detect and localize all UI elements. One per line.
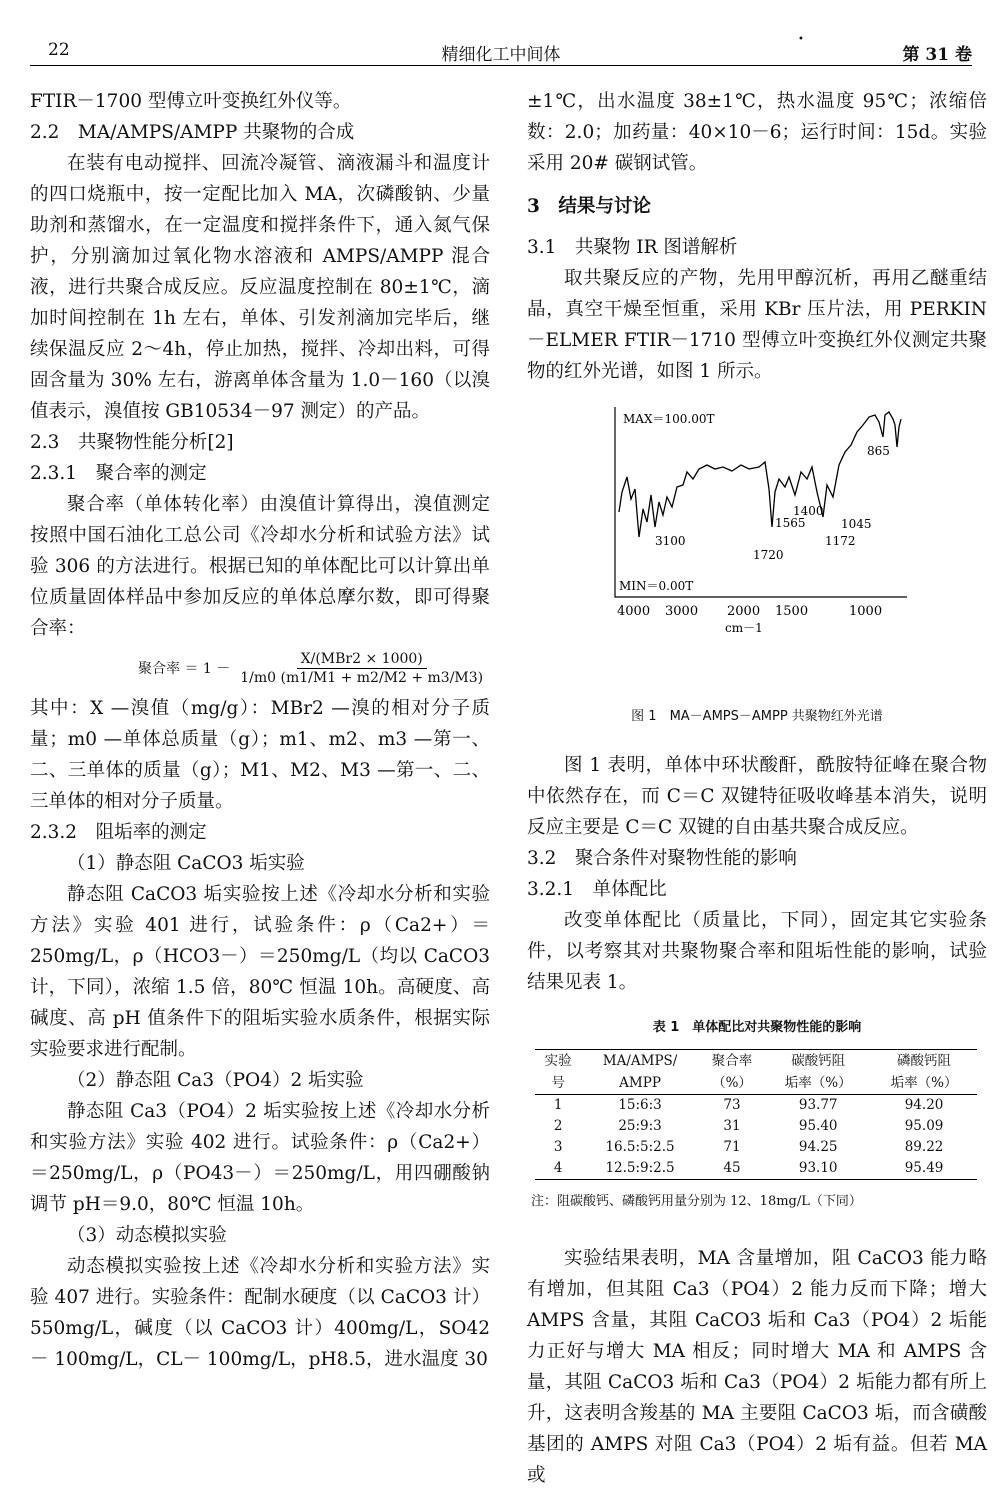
x-axis-unit: cm－1	[725, 621, 763, 635]
peak-label: 1720	[753, 548, 784, 562]
page-number: 22	[48, 40, 70, 60]
table-cell: 3	[553, 1139, 563, 1155]
table-cell: 16.5:5:2.5	[605, 1139, 675, 1155]
equation-denominator: 1/m0 (m1/M1 + m2/M2 + m3/M3)	[240, 670, 484, 686]
paragraph: （1）静态阻 CaCO3 垢实验	[67, 853, 305, 874]
table-header-cell: 垢率（%）	[784, 1075, 852, 1091]
x-tick-label: 1000	[849, 604, 883, 619]
table-cell: 95.49	[904, 1160, 944, 1176]
table-cell: 94.20	[904, 1097, 944, 1113]
paragraph: 在装有电动搅拌、回流冷凝管、滴液漏斗和温度计的四口烧瓶中，按一定配比加入 MA，次磷酸钠、少量助剂和蒸馏水，在一定温度和搅拌条件下，通入氮气保护，分别滴加过氧化物水溶液和 AMPS/AMPP 混合液，进行共聚合成反应。反应温度控制在 80±1℃，滴加时间控制在 1h 左右，单体、引发剂滴加完毕后，继续保温反应 2～4h，停止加热，搅拌、冷却出料，可得固含量为 30% 左右，游离单体含量为 1.0－160（以溴值表示，溴值按 GB10534－97 测定）的产品。	[30, 153, 490, 422]
section-heading: 3.1 共聚物 IR 图谱解析	[527, 237, 738, 258]
table-header-row	[535, 1050, 977, 1073]
figure-caption: 图 1 MA－AMPS－AMPP 共聚物红外光谱	[631, 709, 883, 724]
table-cell: 4	[553, 1160, 563, 1176]
equation	[138, 650, 490, 687]
table-cell: 94.25	[798, 1139, 838, 1155]
section-heading: 2.2 MA/AMPS/AMPP 共聚物的合成	[30, 122, 355, 143]
table-note: 注：阻碳酸钙、磷酸钙用量分别为 12、18mg/L（下同）	[531, 1194, 862, 1209]
paragraph: 图 1 表明，单体中环状酸酐，酰胺特征峰在聚合物中依然存在，而 C＝C 双键特征吸收峰基本消失，说明反应主要是 C＝C 双键的自由基共聚合成反应。	[527, 755, 987, 838]
table-cell: 71	[723, 1139, 741, 1155]
journal-title: 精细化工中间体	[441, 45, 561, 65]
table-cell: 25:9:3	[618, 1118, 662, 1134]
peak-label: 1400	[793, 504, 824, 518]
table-cell: 2	[553, 1118, 563, 1134]
table-row	[535, 1158, 977, 1180]
x-tick-label: 3000	[665, 604, 699, 619]
table-cell: 31	[723, 1118, 741, 1134]
table-header-cell: 碳酸钙阻	[791, 1053, 846, 1069]
right-column	[527, 86, 987, 1491]
paragraph: ±1℃，出水温度 38±1℃，热水温度 95℃；浓缩倍数：2.0；加药量：40×10－6；运行时间：15d。实验采用 20# 碳钢试管。	[527, 91, 987, 174]
paragraph: 实验结果表明，MA 含量增加，阻 CaCO3 能力略有增加，但其阻 Ca3（PO4）2 能力反而下降；增大 AMPS 含量，其阻 CaCO3 垢和 Ca3（PO4）2 垢能力正好与增大 MA 相反；同时增大 MA 和 AMPS 含量，其阻 CaCO3 垢和 Ca3（PO4）2 垢能力都有所上升，这表明含羧基的 MA 主要阻 CaCO3 垢，而含磺酸基团的 AMPS 对阻 Ca3（PO4）2 垢有益。但若 MA 或	[527, 1248, 987, 1486]
paragraph: 其中：X —溴值（mg/g）：MBr2 —溴的相对分子质量；m0 —单体总质量（g）；m1、m2、m3 —第一、二、三单体的质量（g）；M1、M2、M3 —第一、二、三单体的相对分子质量。	[30, 698, 490, 812]
table-header-cell: AMPP	[619, 1075, 661, 1091]
paragraph: 动态模拟实验按上述《冷却水分析和实验方法》实验 407 进行。实验条件：配制水硬度（以 CaCO3 计）550mg/L，碱度（以 CaCO3 计）400mg/L，SO42－ 100mg/L，CL－ 100mg/L，pH8.5，进水温度 30	[30, 1256, 490, 1370]
x-tick-label: 4000	[617, 604, 651, 619]
table-cell: 95.09	[904, 1118, 944, 1134]
peak-label: 1045	[841, 517, 872, 531]
table-row	[535, 1095, 977, 1117]
section-heading: 3.2.1 单体配比	[527, 879, 667, 900]
section-heading: 2.3.1 聚合率的测定	[30, 463, 207, 484]
paragraph: FTIR－1700 型傅立叶变换红外仪等。	[30, 91, 352, 112]
left-column	[30, 86, 490, 1375]
section-heading: 2.3.2 阻垢率的测定	[30, 822, 207, 843]
x-tick-label: 1500	[775, 604, 809, 619]
equation-fraction	[236, 650, 487, 687]
table-header-cell: （%）	[712, 1075, 752, 1091]
table-cell: 73	[723, 1097, 741, 1113]
paragraph: 聚合率（单体转化率）由溴值计算得出，溴值测定按照中国石油化工总公司《冷却水分析和试验方法》试验 306 的方法进行。根据已知的单体配比可以计算出单位质量固体样品中参加反应的单体总摩尔数，即可得聚合率：	[30, 494, 490, 639]
table-row	[535, 1116, 977, 1137]
max-label: MAX＝100.00T	[623, 412, 715, 426]
table-header-cell: 实验	[544, 1053, 572, 1069]
results-table	[535, 1049, 977, 1180]
table-cell: 93.77	[798, 1097, 838, 1113]
peak-label: 1565	[775, 516, 806, 530]
table-cell: 15:6:3	[618, 1097, 662, 1113]
table-cell: 93.10	[798, 1160, 838, 1176]
table-caption: 表 1 单体配比对共聚物性能的影响	[652, 1020, 862, 1035]
table-cell: 1	[553, 1097, 563, 1113]
section-heading: 3 结果与讨论	[527, 196, 651, 217]
table-header-cell: 垢率（%）	[890, 1075, 958, 1091]
table-cell: 12.5:9:2.5	[605, 1160, 675, 1176]
table-cell: 89.22	[904, 1139, 944, 1155]
table-header-row	[535, 1072, 977, 1095]
paragraph: 静态阻 CaCO3 垢实验按上述《冷却水分析和实验方法》实验 401 进行，试验条件：ρ（Ca2+）＝250mg/L，ρ（HCO3－）＝250mg/L（均以 CaCO3 计，下同），浓缩 1.5 倍，80℃ 恒温 10h。高硬度、高碱度、高 pH 值条件下的阻垢实验水质条件，根据实际实验要求进行配制。	[30, 884, 490, 1060]
table-row	[535, 1137, 977, 1158]
paragraph: 静态阻 Ca3（PO4）2 垢实验按上述《冷却水分析和实验方法》实验 402 进行。试验条件：ρ（Ca2+）＝250mg/L，ρ（PO43－）＝250mg/L，用四硼酸钠调节 pH＝9.0，80℃ 恒温 10h。	[30, 1101, 490, 1215]
equation-lhs: 聚合率 ＝ 1 －	[138, 660, 231, 677]
peak-label: 865	[867, 444, 890, 458]
ir-spectrum-chart	[527, 397, 987, 697]
table-header-cell: MA/AMPS/	[602, 1053, 678, 1069]
section-heading: 3.2 聚合条件对聚物性能的影响	[527, 848, 797, 869]
section-heading: 2.3 共聚物性能分析[2]	[30, 432, 234, 453]
paragraph: （3）动态模拟实验	[67, 1225, 227, 1246]
table-header-cell: 聚合率	[711, 1053, 753, 1069]
paragraph: 改变单体配比（质量比，下同），固定其它实验条件，以考察其对共聚物聚合率和阻垢性能的影响，试验结果见表 1。	[527, 910, 987, 993]
table-header-cell: 磷酸钙阻	[897, 1053, 952, 1069]
header-rule	[30, 65, 972, 66]
table-cell: 45	[723, 1160, 741, 1176]
header-dot: •	[798, 34, 804, 45]
peak-label: 3100	[655, 534, 686, 548]
table-cell: 95.40	[798, 1118, 838, 1134]
x-tick-label: 2000	[727, 604, 761, 619]
peak-label: 1172	[825, 534, 856, 548]
paragraph: 取共聚反应的产物，先用甲醇沉析，再用乙醚重结晶，真空干燥至恒重，采用 KBr 压片法，用 PERKIN－ELMER FTIR－1710 型傅立叶变换红外仪测定共聚物的红外光谱，如图 1 所示。	[527, 268, 987, 382]
volume-label: 第 31 卷	[902, 45, 972, 65]
ir-spectrum-figure	[527, 397, 987, 697]
min-label: MIN＝0.00T	[619, 579, 694, 593]
paragraph: （2）静态阻 Ca3（PO4）2 垢实验	[67, 1070, 364, 1091]
equation-numerator: X/(MBr2 × 1000)	[297, 650, 427, 669]
table-header-cell: 号	[551, 1075, 565, 1091]
page-header	[30, 32, 972, 66]
